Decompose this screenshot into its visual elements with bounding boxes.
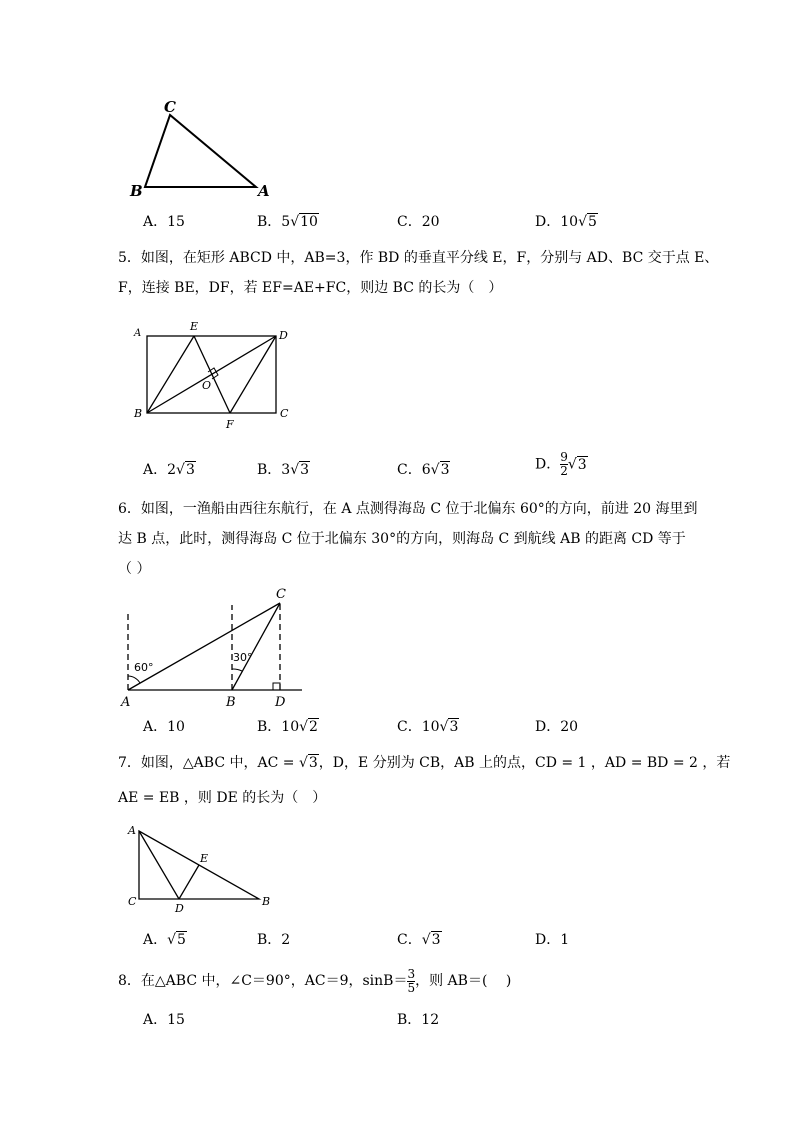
q5-option-a[interactable]: A．2√3 (143, 462, 195, 478)
q5-option-b[interactable]: B．3√3 (257, 462, 310, 478)
q6-option-a[interactable]: A．10 (143, 719, 185, 735)
label-b: B (130, 182, 143, 200)
q5-line-1: 5．如图，在矩形 ABCD 中，AB=3，作 BD 的垂直平分线 E，F，分别与 AD、BC 交于点 E、 (118, 250, 719, 266)
q6-line-3: （ ） (118, 561, 151, 577)
q6-line-2: 达 B 点，此时，测得海岛 C 位于北偏东 30°的方向，则海岛 C 到航线 AB 的距离 CD 等于 (118, 531, 686, 547)
segment-de (179, 865, 199, 899)
q5-line-2: F，连接 BE，DF，若 EF=AE+FC，则边 BC 的长为（ ） (118, 280, 503, 296)
q8-option-b[interactable]: B．12 (397, 1012, 440, 1028)
q6-option-c[interactable]: C．10√3 (397, 719, 459, 735)
label-c: C (128, 895, 137, 908)
label-b: B (226, 695, 236, 710)
q8-line-1: 8．在△ABC 中，∠C＝90°，AC＝9，sinB＝ $\frac{3}{5}$ ，则 AB＝( ) (118, 966, 512, 995)
label-d: D (175, 902, 184, 915)
q6-option-d[interactable]: D．20 (535, 719, 579, 735)
q5-option-d[interactable]: D． $\frac{9}{2}$ √3 (535, 450, 587, 478)
q7-option-c[interactable]: C．√3 (397, 932, 441, 948)
label-angle-60: 60° (134, 661, 154, 674)
label-b: B (262, 895, 271, 908)
label-c: C (276, 587, 286, 602)
q7-line-2: AE = EB ，则 DE 的长为（ ） (118, 790, 327, 806)
label-a: A (258, 182, 270, 200)
label-a: A (121, 695, 131, 710)
q8-option-a[interactable]: A．15 (143, 1012, 185, 1028)
q7-option-a[interactable]: A．√5 (143, 932, 186, 948)
q4-option-b[interactable]: B．5√10 (257, 214, 318, 230)
q4-option-a[interactable]: A．15 (143, 214, 185, 230)
fraction-9-over-2: $\frac{9}{2}$ (560, 450, 568, 478)
q4-option-d[interactable]: D．10√5 (535, 214, 597, 230)
q4-option-c[interactable]: C．20 (397, 214, 440, 230)
fraction-3-over-5: $\frac{3}{5}$ (407, 966, 416, 995)
q7-option-b[interactable]: B．2 (257, 932, 291, 948)
label-o: O (202, 379, 212, 392)
label-e: E (190, 320, 199, 333)
label-c: C (164, 98, 176, 116)
q6-line-1: 6．如图，一渔船由西往东航行，在 A 点测得海岛 C 位于北偏东 60°的方向，前进 20 海里到 (118, 501, 698, 517)
q7-options (143, 929, 703, 953)
segment-ad (139, 831, 179, 899)
label-b: B (134, 407, 143, 420)
label-f: F (226, 418, 234, 431)
q5-option-c[interactable]: C．6√3 (397, 462, 450, 478)
label-a: A (134, 328, 142, 339)
q8-options (143, 1009, 703, 1033)
label-d: D (275, 695, 286, 710)
label-angle-30: 30° (233, 651, 253, 664)
q7-option-d[interactable]: D．1 (535, 932, 570, 948)
label-a: A (128, 824, 136, 837)
label-e: E (200, 852, 209, 865)
q7-line-1: 7．如图，△ABC 中，AC = √3，D，E 分别为 CB，AB 上的点，CD = 1 ，AD = BD = 2 ，若 (118, 755, 731, 771)
label-c: C (280, 407, 289, 420)
q6-option-b[interactable]: B．10√2 (257, 719, 318, 735)
label-d: D (279, 329, 288, 342)
